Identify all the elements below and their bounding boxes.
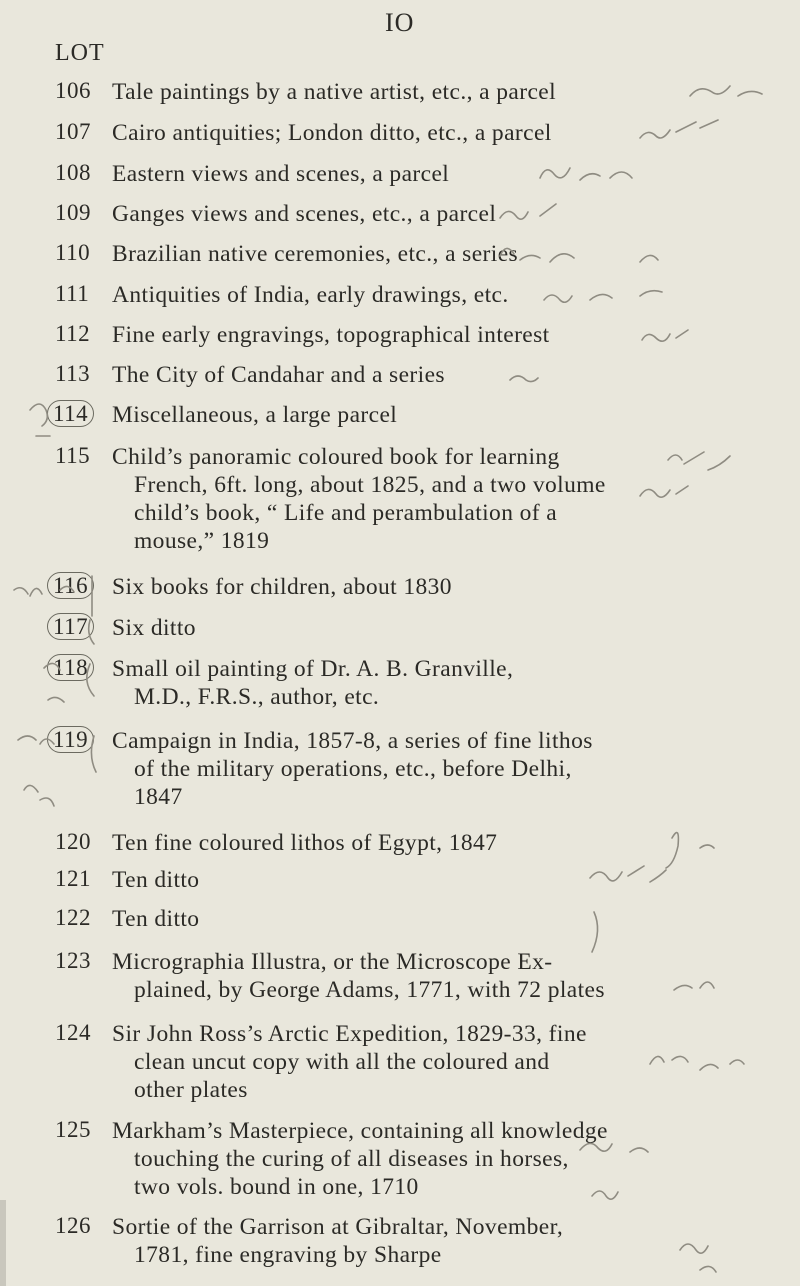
description-line: French, 6ft. long, about 1825, and a two volume	[134, 472, 606, 498]
page-edge	[0, 1200, 6, 1286]
pencil-mark	[24, 785, 54, 806]
description-line: Ten ditto	[112, 906, 200, 932]
lot-number: 107	[55, 119, 91, 144]
description-line: child’s book, “ Life and perambulation of a	[134, 500, 558, 526]
description-line: clean uncut copy with all the coloured and	[134, 1049, 550, 1075]
description-line: other plates	[134, 1077, 248, 1103]
lot-number: 106	[55, 78, 91, 103]
description-line: two vols. bound in one, 1710	[134, 1174, 419, 1200]
circled-lot-number: 114	[47, 400, 94, 427]
circled-lot-number: 116	[47, 572, 94, 599]
circled-lot-number: 117	[47, 613, 94, 640]
lot-description	[112, 948, 702, 1004]
description-line: plained, by George Adams, 1771, with 72 plates	[134, 977, 605, 1003]
lot-description	[112, 321, 702, 349]
lot-description	[112, 1213, 702, 1269]
lot-column-header: LOT	[55, 40, 105, 66]
circled-lot-number: 119	[47, 726, 94, 753]
lot-number: 121	[55, 866, 91, 891]
lot-number	[47, 401, 87, 427]
lot-description	[112, 1020, 702, 1104]
description-line: Six books for children, about 1830	[112, 574, 452, 600]
lot-number: 126	[55, 1213, 91, 1238]
description-line: mouse,” 1819	[134, 528, 270, 554]
lot-description	[112, 119, 702, 147]
lot-number	[47, 727, 87, 753]
description-line: Eastern views and scenes, a parcel	[112, 161, 450, 187]
description-line: Cairo antiquities; London ditto, etc., a parcel	[112, 120, 552, 146]
lot-description	[112, 866, 702, 894]
description-line: of the military operations, etc., before Delhi,	[134, 756, 572, 782]
description-line: Markham’s Masterpiece, containing all knowledge	[112, 1118, 608, 1144]
lot-number: 115	[55, 443, 91, 468]
description-line: Fine early engravings, topographical interest	[112, 322, 550, 348]
lot-number: 122	[55, 905, 91, 930]
description-line: 1781, fine engraving by Sharpe	[134, 1242, 442, 1268]
lot-description	[112, 281, 702, 309]
description-line: Small oil painting of Dr. A. B. Granville,	[112, 656, 514, 682]
lot-description	[112, 200, 702, 228]
lot-description	[112, 727, 702, 811]
description-line: Ten fine coloured lithos of Egypt, 1847	[112, 830, 498, 856]
lot-number: 120	[55, 829, 91, 854]
lot-description	[112, 905, 702, 933]
lot-number: 113	[55, 361, 91, 386]
lot-number: 124	[55, 1020, 91, 1045]
description-line: Ten ditto	[112, 867, 200, 893]
circled-lot-number: 118	[47, 654, 94, 681]
description-line: Six ditto	[112, 615, 196, 641]
lot-number	[47, 573, 87, 599]
description-line: Ganges views and scenes, etc., a parcel	[112, 201, 497, 227]
lot-description	[112, 361, 702, 389]
description-line: The City of Candahar and a series	[112, 362, 445, 388]
lot-number: 112	[55, 321, 91, 346]
lot-number	[47, 614, 87, 640]
description-line: Miscellaneous, a large parcel	[112, 402, 398, 428]
lot-number: 123	[55, 948, 91, 973]
lot-number: 125	[55, 1117, 91, 1142]
description-line: Sortie of the Garrison at Gibraltar, November,	[112, 1214, 564, 1240]
lot-description	[112, 160, 702, 188]
description-line: 1847	[134, 784, 183, 810]
lot-number: 110	[55, 240, 91, 265]
lot-description	[112, 1117, 702, 1201]
lot-description	[112, 614, 702, 642]
lot-description	[112, 443, 702, 555]
lot-number: 108	[55, 160, 91, 185]
description-line: Antiquities of India, early drawings, etc.	[112, 282, 509, 308]
page-number: IO	[385, 8, 415, 37]
lot-description	[112, 655, 702, 711]
lot-number: 111	[55, 281, 90, 306]
lot-description	[112, 401, 702, 429]
lot-description	[112, 829, 702, 857]
lot-number	[47, 655, 87, 681]
description-line: Tale paintings by a native artist, etc., a parcel	[112, 79, 557, 105]
description-line: Micrographia Illustra, or the Microscope Ex-	[112, 949, 553, 975]
description-line: touching the curing of all diseases in horses,	[134, 1146, 569, 1172]
lot-number: 109	[55, 200, 91, 225]
description-line: Sir John Ross’s Arctic Expedition, 1829-33, fine	[112, 1021, 587, 1047]
lot-description	[112, 573, 702, 601]
lot-description	[112, 78, 702, 106]
description-line: Child’s panoramic coloured book for learning	[112, 444, 560, 470]
lot-description	[112, 240, 702, 268]
description-line: Campaign in India, 1857-8, a series of fine lithos	[112, 728, 593, 754]
description-line: Brazilian native ceremonies, etc., a series	[112, 241, 519, 267]
description-line: M.D., F.R.S., author, etc.	[134, 684, 380, 710]
